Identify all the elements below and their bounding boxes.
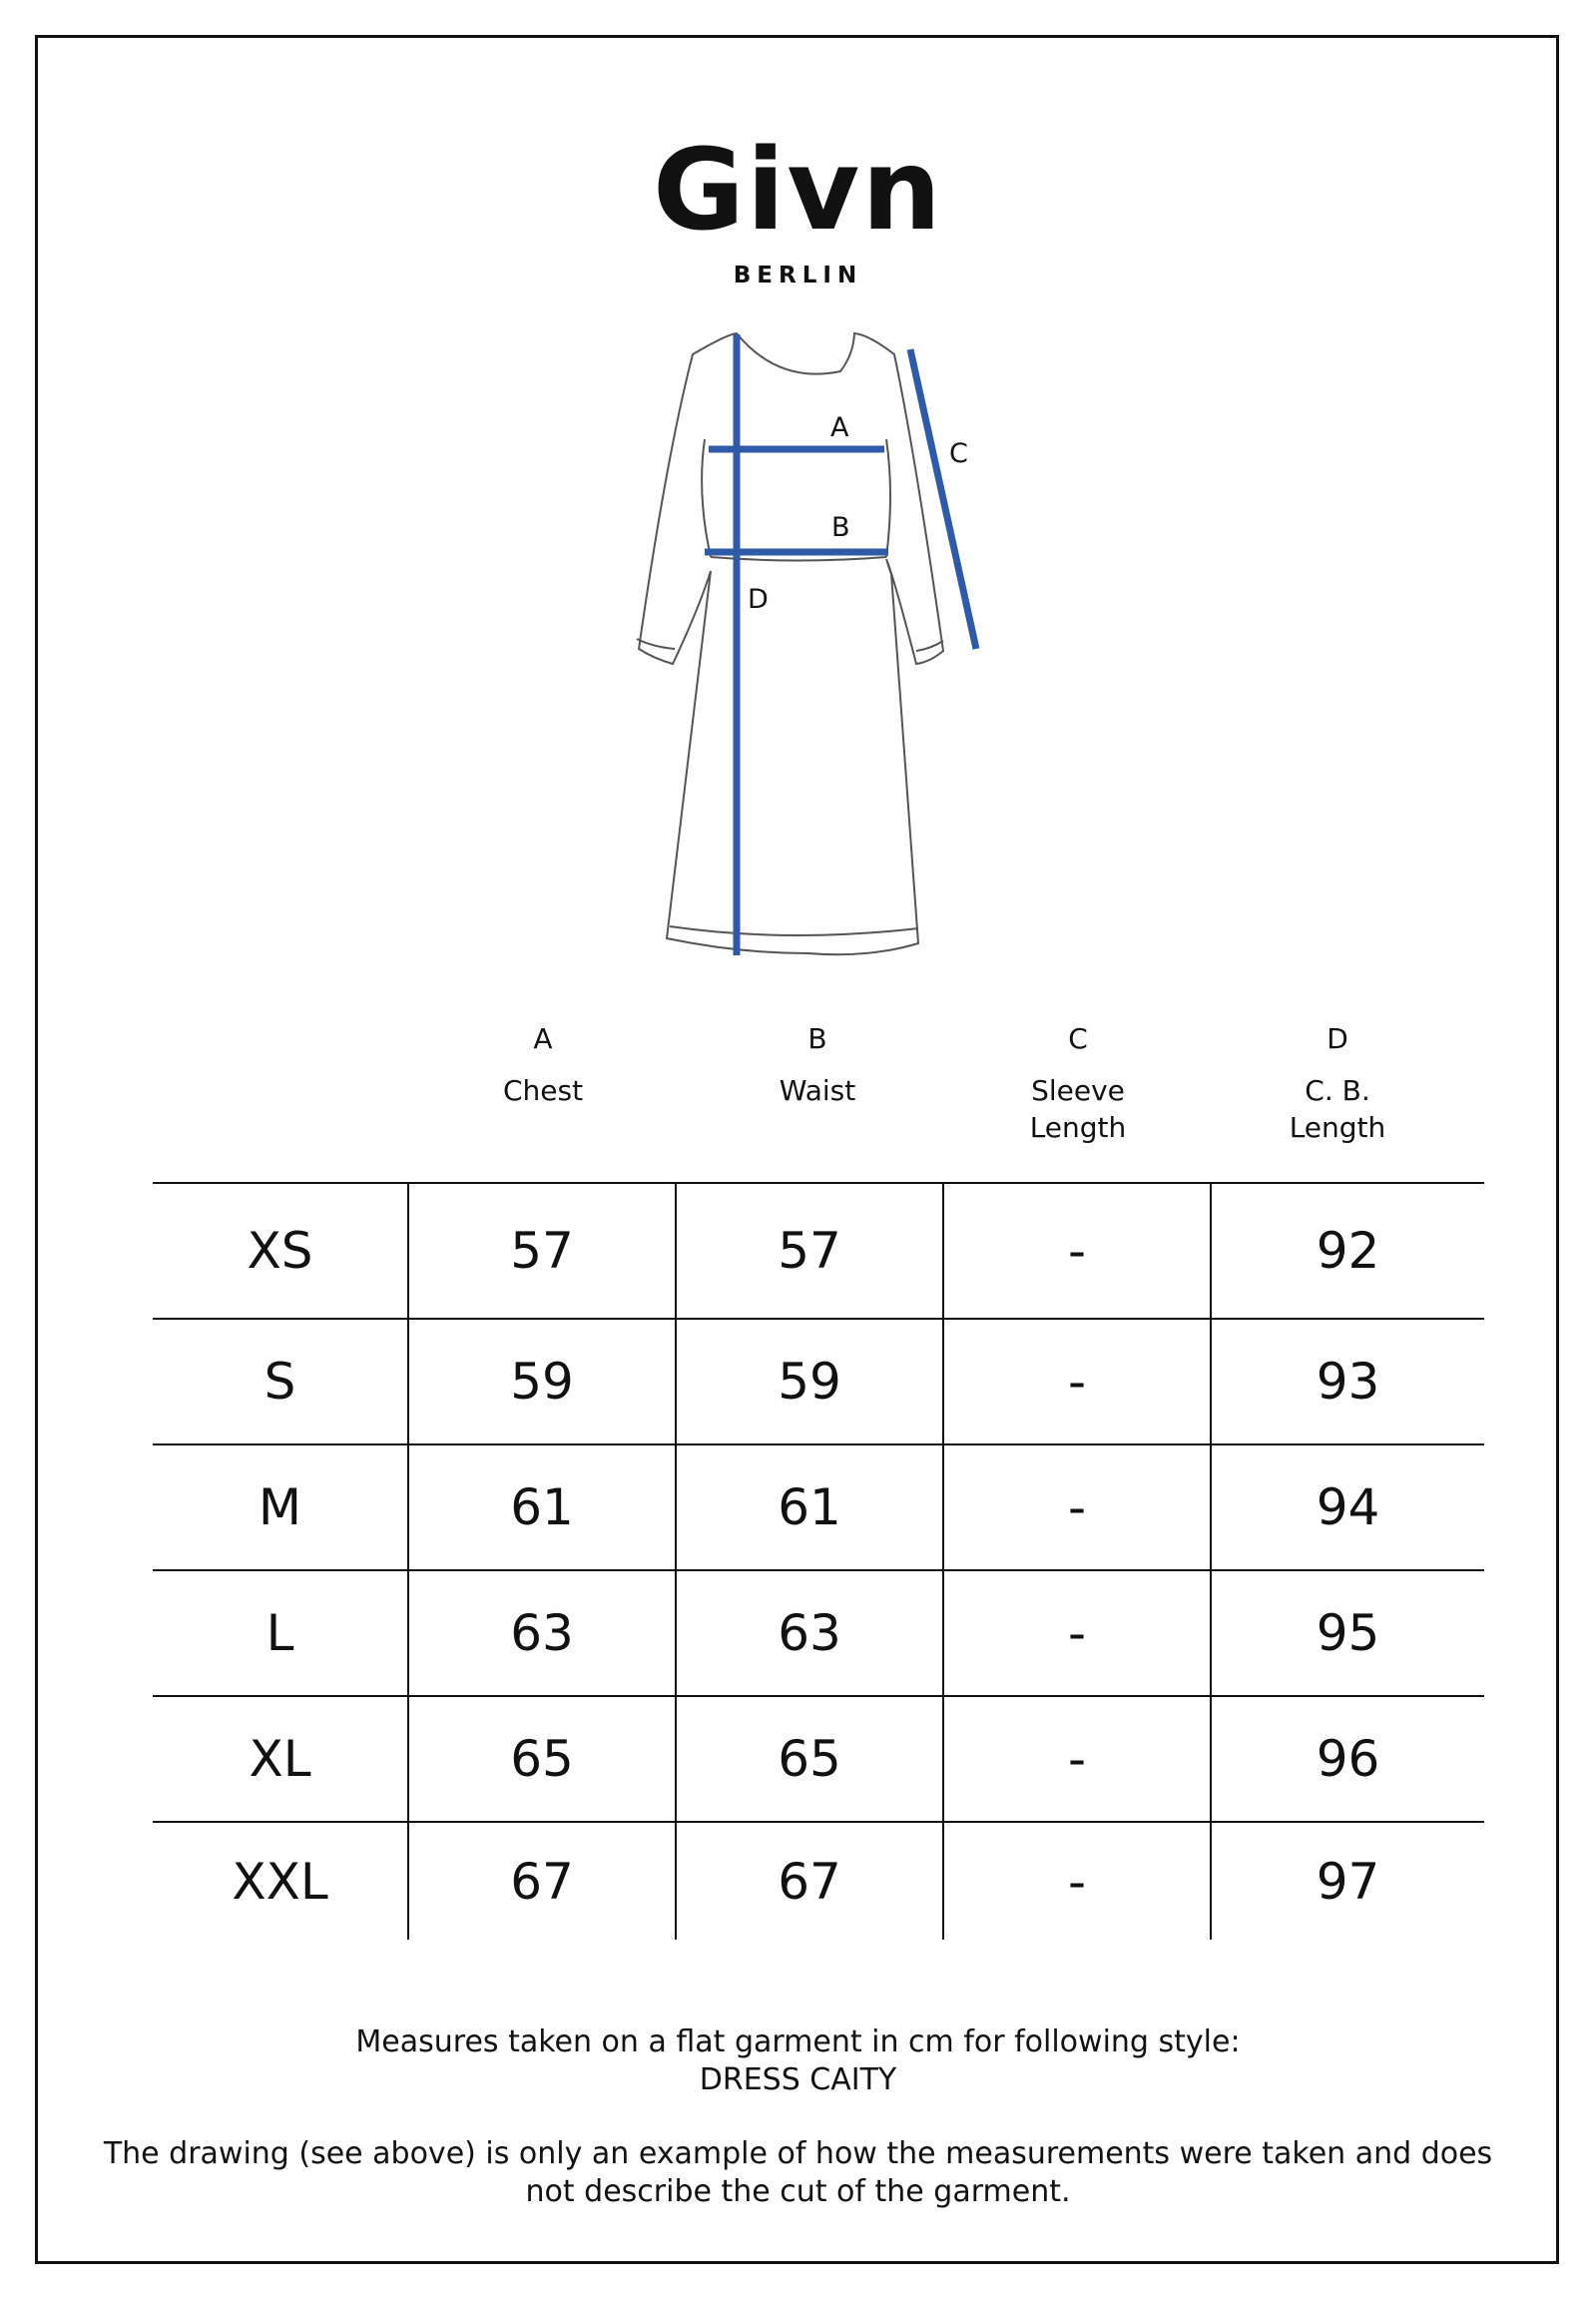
size-cell: XL [153,1696,408,1822]
size-cell: XXL [153,1822,408,1940]
diagram-label-c: C [949,438,968,469]
diagram-label-a: A [830,412,849,443]
sleeve-cell: - [943,1822,1211,1940]
size-chart-table [153,1182,1484,1940]
diagram-label-d: D [748,584,769,615]
table-row [153,1570,1484,1696]
column-header-cb-length [1218,1020,1457,1146]
column-name-line2: Length [1029,1111,1127,1144]
length-cell: 93 [1211,1319,1484,1444]
table-row [153,1822,1484,1940]
length-cell: 97 [1211,1822,1484,1940]
size-cell: M [153,1444,408,1570]
chest-cell: 57 [408,1183,676,1319]
waist-cell: 67 [676,1822,943,1940]
dress-outline [637,333,943,954]
length-cell: 96 [1211,1696,1484,1822]
column-name: C. B. [1305,1074,1370,1107]
style-name: DRESS CAITY [699,2062,897,2097]
column-name: Waist [779,1074,856,1107]
measure-note: Measures taken on a flat garment in cm for following style: [355,2024,1241,2059]
table-row [153,1183,1484,1319]
table-row [153,1696,1484,1822]
sleeve-cell: - [943,1696,1211,1822]
column-letter: B [807,1022,827,1055]
column-name: Chest [502,1074,584,1107]
waist-cell: 61 [676,1444,943,1570]
size-cell: L [153,1570,408,1696]
chest-cell: 61 [408,1444,676,1570]
table-row [153,1444,1484,1570]
column-letter: A [533,1022,553,1055]
size-cell: S [153,1319,408,1444]
size-cell: XS [153,1183,408,1319]
column-header-sleeve-length [958,1020,1198,1146]
column-header-chest [423,1020,663,1109]
waist-cell: 57 [676,1183,943,1319]
chest-cell: 59 [408,1319,676,1444]
waist-cell: 65 [676,1696,943,1822]
disclaimer-line-2: not describe the cut of the garment. [525,2174,1071,2209]
column-name-line2: Length [1289,1111,1386,1144]
sleeve-cell: - [943,1444,1211,1570]
disclaimer-line-1: The drawing (see above) is only an example of how the measurements were taken and does [103,2136,1493,2171]
waist-cell: 59 [676,1319,943,1444]
diagram-label-b: B [831,512,850,543]
length-cell: 92 [1211,1183,1484,1319]
sleeve-cell: - [943,1570,1211,1696]
column-name: Sleeve [1031,1074,1125,1107]
chest-cell: 63 [408,1570,676,1696]
brand-city: BERLIN [733,263,863,288]
column-letter: D [1327,1022,1348,1055]
length-cell: 95 [1211,1570,1484,1696]
table-row [153,1319,1484,1444]
length-cell: 94 [1211,1444,1484,1570]
column-letter: C [1068,1022,1088,1055]
waist-cell: 63 [676,1570,943,1696]
chest-cell: 67 [408,1822,676,1940]
sleeve-cell: - [943,1319,1211,1444]
chest-cell: 65 [408,1696,676,1822]
sleeve-cell: - [943,1183,1211,1319]
dress-measurement-diagram [619,324,998,963]
brand-logo: Givn [652,126,944,256]
column-header-waist [698,1020,937,1109]
